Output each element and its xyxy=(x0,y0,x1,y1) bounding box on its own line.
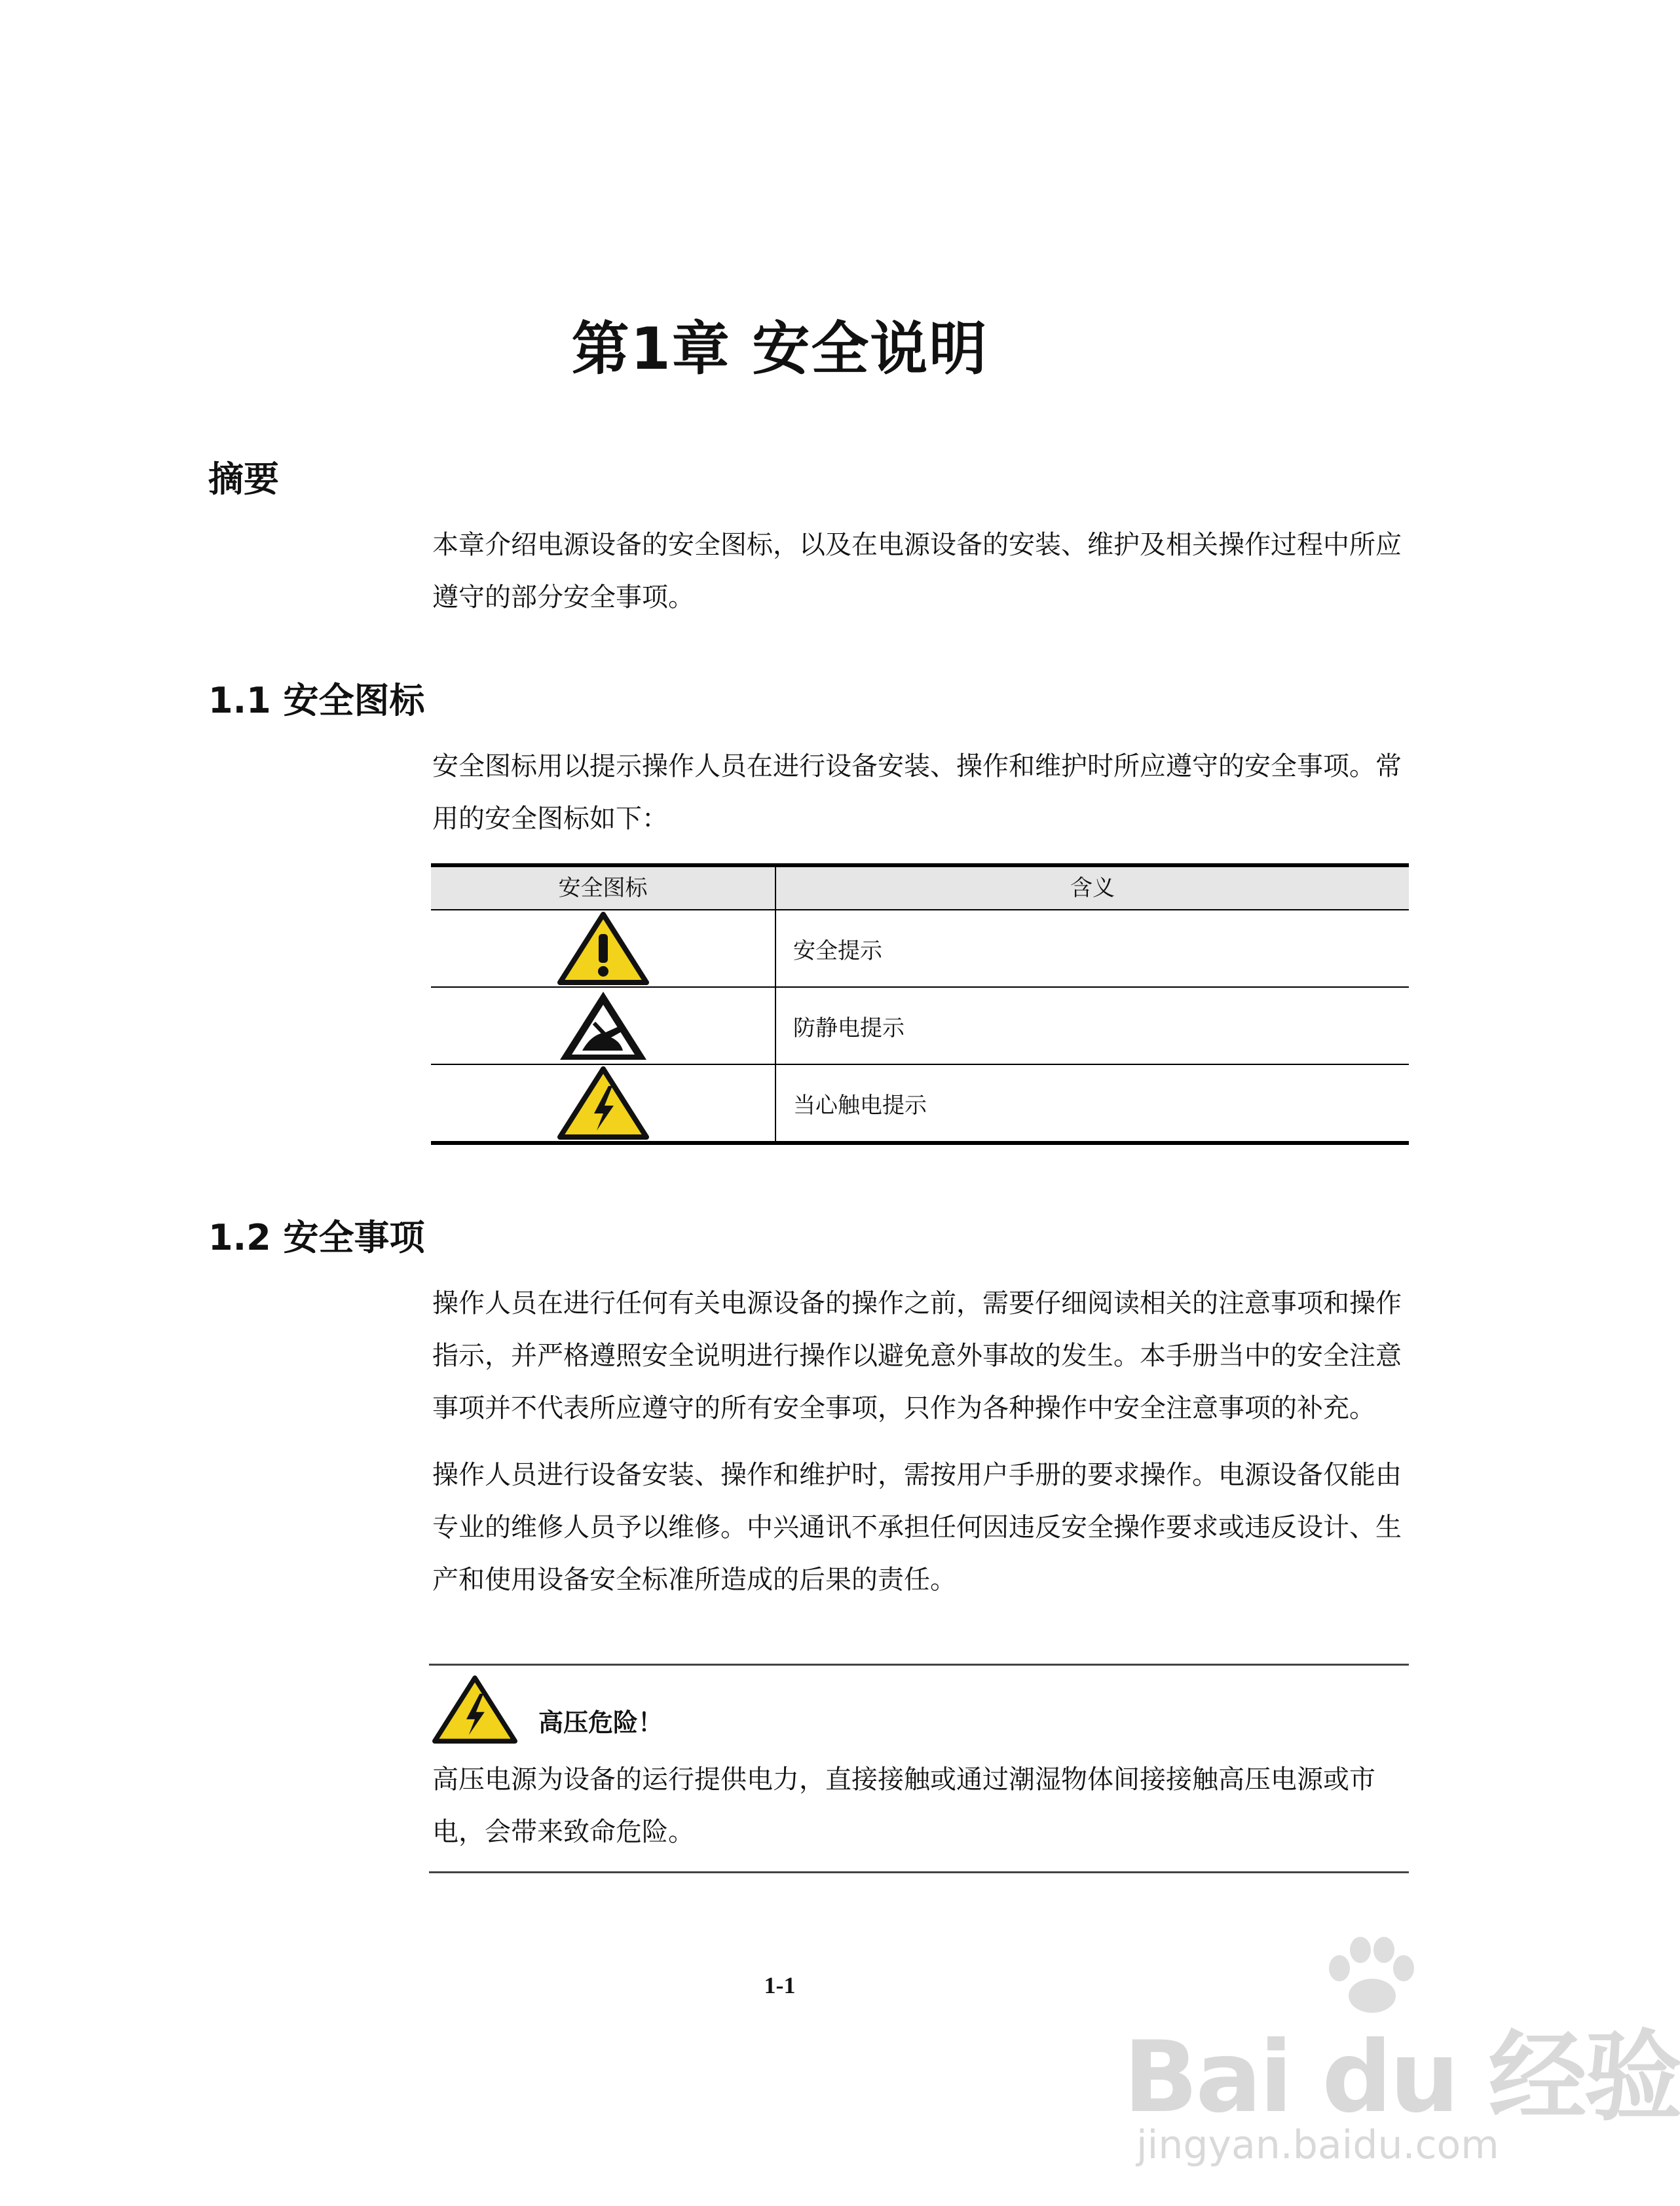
electric-shock-warning-icon xyxy=(432,1673,517,1746)
section-1-2-body xyxy=(432,1277,1408,1606)
table-cell-meaning: 防静电提示 xyxy=(793,1015,905,1041)
table-cell-icon xyxy=(431,988,776,1064)
summary-text xyxy=(432,519,1408,624)
baidu-watermark xyxy=(1123,1935,1680,2171)
note-bottom-rule xyxy=(429,1871,1409,1873)
table-cell-icon xyxy=(431,1065,776,1141)
watermark-brand: Bai du 经验 xyxy=(1123,2021,1680,2135)
summary-paragraph: 本章介绍电源设备的安全图标，以及在电源设备的安装、维护及相关操作过程中所应遵守的部分安全事项。 xyxy=(432,530,1402,612)
section-1-1-intro xyxy=(432,740,1408,845)
section-1-2-paragraph: 操作人员在进行任何有关电源设备的操作之前，需要仔细阅读相关的注意事项和操作指示，并严格遵照安全说明进行操作以避免意外事故的发生。本手册当中的安全注意事项并不代表所应遵守的所有安全事项，只作为各种操作中安全注意事项的补充。 xyxy=(432,1288,1402,1423)
note-header xyxy=(429,1666,1409,1751)
note-title: 高压危险！ xyxy=(538,1708,663,1737)
summary-heading: 摘要 xyxy=(208,458,279,500)
table-header-row xyxy=(431,867,1409,910)
table-cell-meaning: 安全提示 xyxy=(793,937,882,964)
electric-shock-warning-icon xyxy=(557,1065,649,1141)
table-row xyxy=(431,910,1409,988)
esd-warning-icon xyxy=(557,988,649,1064)
table-row xyxy=(431,988,1409,1065)
table-header-meaning: 含义 xyxy=(1070,875,1115,901)
section-1-1-intro-text: 安全图标用以提示操作人员在进行设备安装、操作和维护时所应遵守的安全事项。常用的安全图标如下： xyxy=(432,751,1402,834)
safety-icon-table xyxy=(431,863,1409,1145)
table-header-icon: 安全图标 xyxy=(431,867,776,909)
danger-note xyxy=(429,1664,1409,1873)
note-text: 高压电源为设备的运行提供电力，直接接触或通过潮湿物体间接接触高压电源或市电，会带来致命危险。 xyxy=(432,1765,1375,1847)
table-cell-meaning: 当心触电提示 xyxy=(793,1092,927,1119)
table-cell-icon xyxy=(431,910,776,986)
general-warning-icon xyxy=(557,910,649,986)
table-row xyxy=(431,1065,1409,1145)
section-1-2-heading: 1.2 安全事项 xyxy=(208,1217,425,1258)
page-number: 1-1 xyxy=(764,1972,796,1998)
watermark-url: jingyan.baidu.com xyxy=(1136,2122,1499,2168)
section-1-1-heading: 1.1 安全图标 xyxy=(208,680,425,721)
chapter-title: 第1章 安全说明 xyxy=(571,315,988,383)
section-1-2-paragraph: 操作人员进行设备安装、操作和维护时，需按用户手册的要求操作。电源设备仅能由专业的维修人员予以维修。中兴通讯不承担任何因违反安全操作要求或违反设计、生产和使用设备安全标准所造成的后果的责任。 xyxy=(432,1460,1402,1595)
